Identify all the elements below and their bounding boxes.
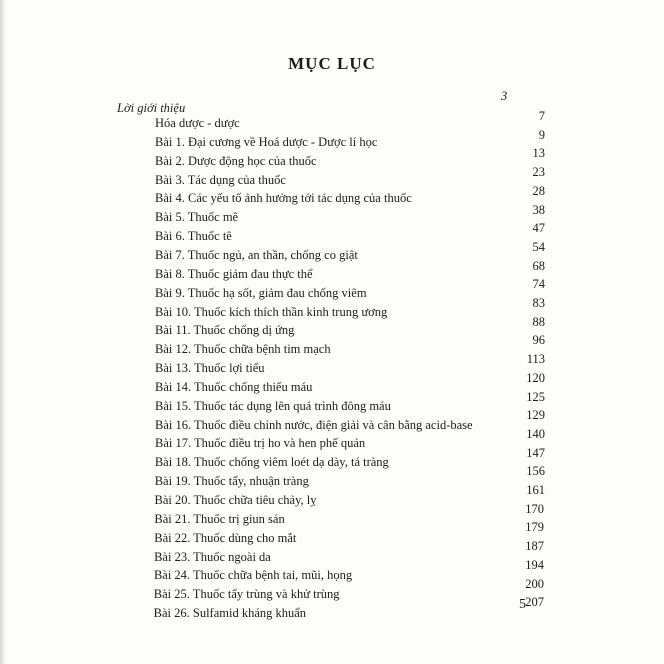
toc-entry-page: 7 (538, 109, 545, 123)
toc-entry-page: 83 (532, 296, 545, 310)
toc-entry-page: 23 (532, 165, 545, 180)
toc-entry-page: 156 (526, 464, 545, 479)
toc-entry-page: 129 (526, 408, 545, 423)
toc-entry-page: 120 (526, 370, 545, 385)
toc-entry-label: Bài 25. Thuốc tẩy trùng và khử trùng (153, 587, 340, 602)
toc-entry-label: Bài 26. Sulfamid kháng khuẩn (153, 606, 307, 621)
toc-entry-page: 207 (525, 595, 544, 610)
toc-entry-label: Bài 3. Tác dụng của thuốc (155, 172, 286, 187)
toc-entry-label: Bài 24. Thuốc chữa bệnh tai, mũi, họng (153, 568, 353, 583)
toc-entry-label: Bài 23. Thuốc ngoài da (154, 549, 271, 564)
intro-page-number: 3 (501, 89, 508, 103)
toc-entry-page: 200 (525, 576, 544, 591)
toc-entry-label: Bài 8. Thuốc giảm đau thực thể (155, 266, 313, 281)
toc-entry-page: 161 (526, 483, 545, 497)
toc-entry-label: Bài 1. Đại cương về Hoá dược - Dược lí học (155, 134, 378, 149)
page-title: MỤC LỤC (288, 54, 376, 73)
toc-entry-page: 125 (526, 389, 545, 404)
toc-entry-label: Bài 10. Thuốc kích thích thần kinh trung ương (155, 304, 388, 319)
toc-entry-label: Bài 17. Thuốc điều trị ho và hen phế quản (155, 436, 366, 451)
toc-entry-page: 96 (532, 333, 545, 348)
toc-entry-page: 54 (532, 239, 545, 254)
toc-entry-label: Bài 19. Thuốc tẩy, nhuận tràng (154, 474, 309, 489)
toc-entry-page: 74 (532, 277, 545, 292)
toc-entry-page: 47 (532, 221, 545, 236)
toc-entry-label: Bài 13. Thuốc lợi tiểu (155, 361, 265, 376)
toc-entry-page: 28 (532, 183, 545, 198)
toc-entry-label: Bài 7. Thuốc ngủ, an thần, chống co giật (155, 247, 358, 262)
toc-entry-page: 140 (526, 426, 545, 441)
toc-entry-page: 68 (532, 258, 545, 273)
toc-entry-label: Bài 16. Thuốc điều chỉnh nước, điện giải và cân bằng acid-base (155, 417, 473, 432)
intro-label: Lời giới thiệu (117, 101, 186, 115)
toc-entry-page: 38 (532, 202, 545, 217)
page-edge-shadow (0, 0, 6, 664)
toc-entry-label: Bài 11. Thuốc chống dị ứng (155, 323, 295, 338)
toc-entry-label: Hóa dược - dược (155, 116, 240, 130)
toc-entry-label: Bài 6. Thuốc tê (155, 229, 232, 244)
toc-entry-label: Bài 12. Thuốc chữa bệnh tim mạch (155, 342, 331, 357)
toc-entry-page: 88 (532, 314, 545, 329)
toc-entry-label: Bài 2. Dược động học của thuốc (155, 153, 317, 168)
toc-entry-label: Bài 4. Các yếu tố ảnh hưởng tới tác dụng của thuốc (155, 191, 412, 206)
toc-entry-page: 113 (526, 352, 545, 367)
toc-entry-label: Bài 21. Thuốc trị giun sán (154, 511, 285, 526)
toc-entry-label: Bài 20. Thuốc chữa tiêu chảy, lỵ (154, 493, 317, 507)
toc-entry-label: Bài 15. Thuốc tác dụng lên quá trình đông máu (155, 398, 391, 413)
toc-entry-page: 187 (525, 539, 544, 554)
toc-entry-page: 194 (525, 557, 544, 572)
toc-entry-page: 9 (538, 127, 545, 142)
toc-entry-label: Bài 18. Thuốc chống viêm loét dạ dày, tá tràng (154, 455, 389, 470)
toc-entry-label: Bài 14. Thuốc chống thiếu máu (155, 379, 313, 394)
toc-entry-label: Bài 22. Thuốc dùng cho mắt (154, 530, 297, 545)
toc-entry-page: 13 (532, 146, 545, 161)
toc-entry-page: 147 (526, 445, 545, 460)
toc-entry-page: 170 (525, 501, 544, 516)
toc-entry-page: 179 (525, 520, 544, 535)
page-folio: 5 (519, 597, 526, 612)
toc-entry-label: Bài 9. Thuốc hạ sốt, giảm đau chống viêm (155, 285, 367, 300)
toc-entry-label: Bài 5. Thuốc mê (155, 210, 239, 225)
